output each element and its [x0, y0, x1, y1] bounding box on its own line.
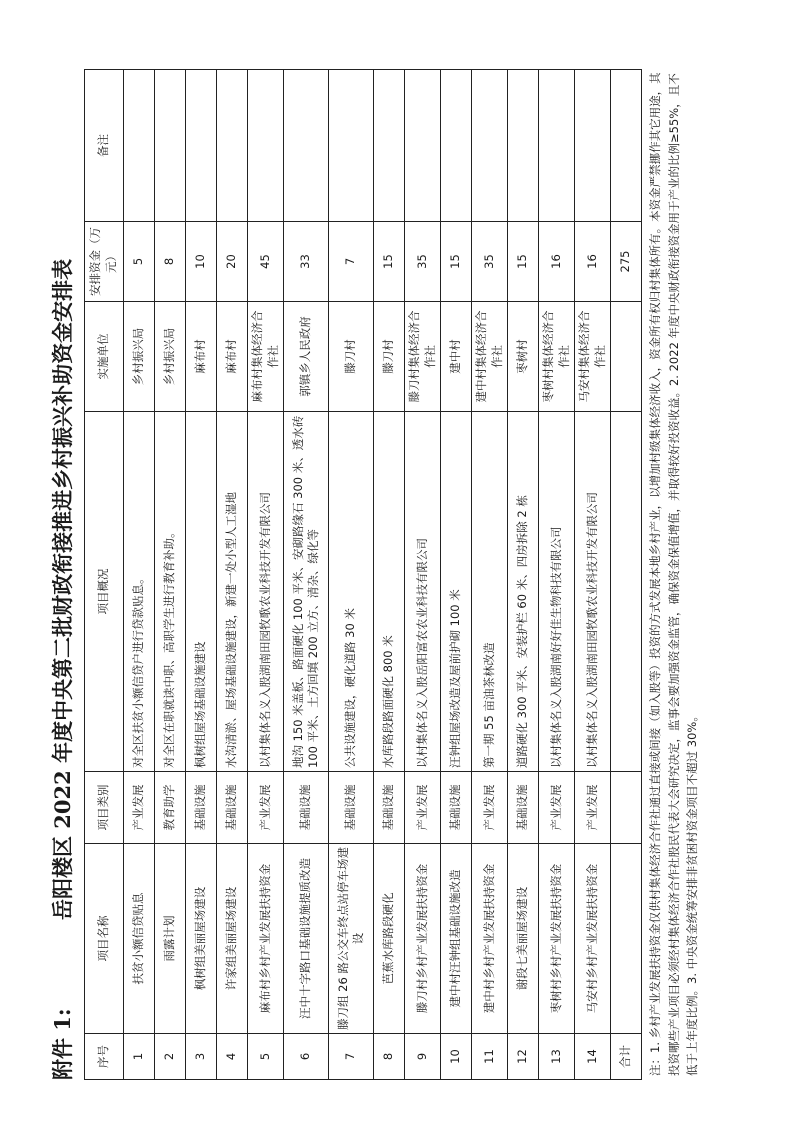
cell-no: 12 [508, 1034, 539, 1080]
header-no: 序号 [85, 1034, 124, 1080]
table-row [508, 70, 539, 1080]
cell-name: 谢段七美丽屋场建设 [508, 844, 539, 1034]
cell-desc: 以村集体名义入股湖南田园牧歌农业科技开发有限公司 [575, 412, 611, 772]
cell-category: 产业发展 [124, 772, 155, 844]
funds-table [84, 69, 642, 1080]
total-row [611, 70, 642, 1080]
cell-unit: 马安村集体经济合作社 [575, 302, 611, 412]
cell-no: 14 [575, 1034, 611, 1080]
table-row [248, 70, 284, 1080]
cell-desc: 道路硬化 300 平米、安装护栏 60 米、四房拆除 2 栋 [508, 412, 539, 772]
table-row [329, 70, 374, 1080]
cell-name: 汪中十字路口基础设施提质改造 [284, 844, 329, 1034]
header-remark: 备注 [85, 70, 124, 222]
cell-category: 教育助学 [155, 772, 186, 844]
cell-category: 基础设施 [329, 772, 374, 844]
header-unit: 实施单位 [85, 302, 124, 412]
cell-remark [575, 70, 611, 222]
cell-remark [441, 70, 472, 222]
cell-remark [217, 70, 248, 222]
cell-remark [329, 70, 374, 222]
cell-category: 产业发展 [472, 772, 508, 844]
cell-remark [248, 70, 284, 222]
cell-unit: 麻布村集体经济合作社 [248, 302, 284, 412]
cell-category: 基础设施 [441, 772, 472, 844]
page-title: 岳阳楼区 2022 年度中央第二批财政衔接推进乡村振兴补助资金安排表 [50, 258, 75, 920]
cell-no: 13 [539, 1034, 575, 1080]
cell-funds: 5 [124, 222, 155, 302]
cell-desc: 对全区在职就读中职、高职学生进行教育补助。 [155, 412, 186, 772]
cell-unit: 乡村振兴局 [124, 302, 155, 412]
cell-name: 许家组美丽屋场建设 [217, 844, 248, 1034]
cell-unit: 郭镇乡人民政府 [284, 302, 329, 412]
total-remark [611, 70, 642, 222]
page-heading [40, 70, 84, 1080]
table-row [575, 70, 611, 1080]
cell-remark [405, 70, 441, 222]
cell-category: 基础设施 [186, 772, 217, 844]
cell-funds: 7 [329, 222, 374, 302]
cell-desc: 以村集体名义入股湖南田园牧歌农业科技开发有限公司 [248, 412, 284, 772]
cell-funds: 16 [575, 222, 611, 302]
cell-name: 枫树组美丽屋场建设 [186, 844, 217, 1034]
total-empty-cell [611, 412, 642, 772]
cell-funds: 15 [441, 222, 472, 302]
cell-remark [374, 70, 405, 222]
cell-desc: 水沟清淤、屋场基础设施建设，新建一处小型人工湿地 [217, 412, 248, 772]
cell-remark [155, 70, 186, 222]
cell-funds: 15 [374, 222, 405, 302]
table-row [441, 70, 472, 1080]
header-name: 项目名称 [85, 844, 124, 1034]
cell-unit: 滕刀村 [329, 302, 374, 412]
cell-no: 3 [186, 1034, 217, 1080]
header-desc: 项目概况 [85, 412, 124, 772]
total-funds: 275 [611, 222, 642, 302]
cell-category: 产业发展 [539, 772, 575, 844]
table-row [217, 70, 248, 1080]
cell-funds: 8 [155, 222, 186, 302]
cell-name: 雨露计划 [155, 844, 186, 1034]
cell-desc: 以村集体名义入股岳阳富农农业科技有限公司 [405, 412, 441, 772]
cell-no: 9 [405, 1034, 441, 1080]
cell-funds: 33 [284, 222, 329, 302]
cell-category: 产业发展 [248, 772, 284, 844]
table-row [405, 70, 441, 1080]
attachment-label: 附件 1: [50, 1008, 75, 1080]
table-row [124, 70, 155, 1080]
cell-desc: 公共设施建设，硬化道路 30 米 [329, 412, 374, 772]
cell-remark [186, 70, 217, 222]
cell-no: 2 [155, 1034, 186, 1080]
cell-funds: 16 [539, 222, 575, 302]
cell-name: 马安村乡村产业发展扶持资金 [575, 844, 611, 1034]
cell-unit: 麻布村 [186, 302, 217, 412]
cell-no: 1 [124, 1034, 155, 1080]
cell-name: 麻布村乡村产业发展扶持资金 [248, 844, 284, 1034]
cell-remark [284, 70, 329, 222]
cell-remark [539, 70, 575, 222]
rotated-page [40, 70, 730, 1080]
cell-funds: 20 [217, 222, 248, 302]
total-empty-cell [611, 772, 642, 844]
table-row [472, 70, 508, 1080]
cell-unit: 滕刀村 [374, 302, 405, 412]
table-row [155, 70, 186, 1080]
cell-remark [508, 70, 539, 222]
cell-no: 4 [217, 1034, 248, 1080]
cell-funds: 35 [405, 222, 441, 302]
cell-desc: 以村集体名义入股湖南好好佳生物科技有限公司 [539, 412, 575, 772]
cell-no: 11 [472, 1034, 508, 1080]
cell-category: 基础设施 [217, 772, 248, 844]
cell-name: 枣树村乡村产业发展扶持资金 [539, 844, 575, 1034]
header-funds: 安排资金（万元） [85, 222, 124, 302]
cell-funds: 45 [248, 222, 284, 302]
cell-unit: 麻布村 [217, 302, 248, 412]
total-label: 合计 [611, 1034, 642, 1080]
cell-funds: 10 [186, 222, 217, 302]
table-row [186, 70, 217, 1080]
cell-no: 7 [329, 1034, 374, 1080]
cell-category: 基础设施 [508, 772, 539, 844]
cell-funds: 35 [472, 222, 508, 302]
table-body [124, 70, 611, 1080]
cell-name: 芭蕉水库路段硬化 [374, 844, 405, 1034]
cell-no: 6 [284, 1034, 329, 1080]
total-empty-cell [611, 302, 642, 412]
cell-unit: 枣树村集体经济合作社 [539, 302, 575, 412]
cell-unit: 枣树村 [508, 302, 539, 412]
cell-name: 滕刀组 26 路公交车终点站停车场建设 [329, 844, 374, 1034]
cell-desc: 枫树组屋场基础设施建设 [186, 412, 217, 772]
footnote: 注：1. 乡村产业发展扶持资金仅供村集体经济合作社通过直接或间接（如入股等）投资的方式发展本地乡村产业，以增加村级集体经济收入，资金所有权归村集体所有。本资金严禁挪作其它用途，其投资哪些产业项目必须经村集体经济合作社股民代表大会研究决定，监事会要加强资金监管，确保资金保值增值，并取得较好投资收益。2. 2022 年度中央财政衔接资金用于产业的比例≥55%，且不低于上年度比例。3. 中央资金统筹安排非贫困村资金项目不超过 30%。 [648, 72, 699, 1076]
cell-desc: 对全区扶贫小额信贷户进行贷款贴息。 [124, 412, 155, 772]
cell-name: 扶贫小额信贷贴息 [124, 844, 155, 1034]
table-row [284, 70, 329, 1080]
table-row [539, 70, 575, 1080]
cell-remark [472, 70, 508, 222]
cell-desc: 第一期 55 亩油茶林改造 [472, 412, 508, 772]
cell-name: 建中村汪钟组基础设施改造 [441, 844, 472, 1034]
cell-unit: 滕刀村集体经济合作社 [405, 302, 441, 412]
cell-remark [124, 70, 155, 222]
cell-name: 滕刀村乡村产业发展扶持资金 [405, 844, 441, 1034]
cell-unit: 乡村振兴局 [155, 302, 186, 412]
table-row [374, 70, 405, 1080]
cell-category: 产业发展 [405, 772, 441, 844]
cell-category: 基础设施 [374, 772, 405, 844]
cell-name: 建中村乡村产业发展扶持资金 [472, 844, 508, 1034]
cell-no: 5 [248, 1034, 284, 1080]
table-header-row [85, 70, 124, 1080]
cell-no: 10 [441, 1034, 472, 1080]
cell-desc: 水库路段路面硬化 800 米 [374, 412, 405, 772]
total-empty-cell [611, 844, 642, 1034]
cell-no: 8 [374, 1034, 405, 1080]
cell-unit: 建中村 [441, 302, 472, 412]
cell-desc: 汪钟组屋场改造及屋前护砌 100 米 [441, 412, 472, 772]
cell-desc: 地沟 150 米盖板、路面硬化 100 平米、安砌路缘石 300 米、透水砖 100 平米、土方回填 200 立方、清杂、绿化等 [284, 412, 329, 772]
cell-unit: 建中村集体经济合作社 [472, 302, 508, 412]
header-category: 项目类别 [85, 772, 124, 844]
cell-category: 基础设施 [284, 772, 329, 844]
cell-category: 产业发展 [575, 772, 611, 844]
cell-funds: 15 [508, 222, 539, 302]
